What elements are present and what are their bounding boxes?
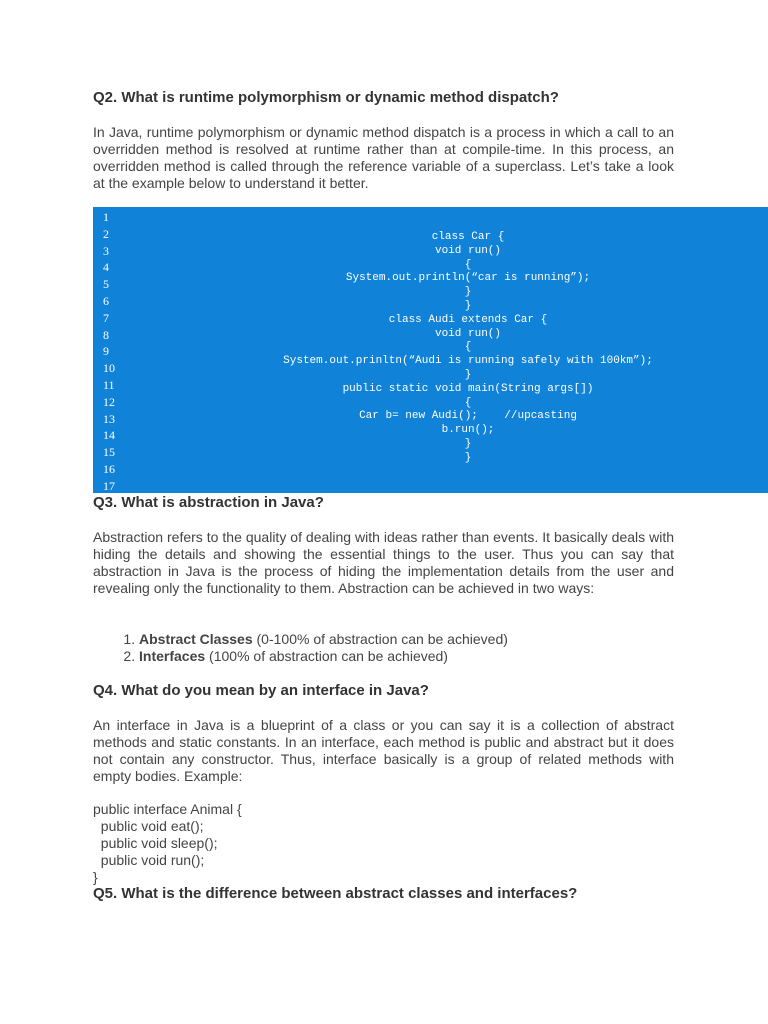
code-line: class Car {: [431, 231, 505, 243]
list-item-bold: Interfaces: [139, 648, 206, 664]
code-block: [93, 207, 768, 493]
line-number: 9: [103, 344, 109, 359]
code-line: void run(): [434, 244, 501, 257]
q5-heading: Q5. What is the difference between abstract classes and interfaces?: [93, 885, 578, 902]
q4-heading: Q4. What do you mean by an interface in Java?: [93, 682, 429, 699]
line-number: 10: [103, 361, 115, 376]
q2-paragraph: In Java, runtime polymorphism or dynamic method dispatch is a process in which a call to an overridden method is resolved at runtime rather than at compile-time. In this process, an overridden method is called through the reference variable of a superclass. Let’s take a look at the example below to understand it better.: [93, 124, 674, 191]
list-item-text: (0-100% of abstraction can be achieved): [252, 631, 508, 647]
code-line: {: [464, 396, 472, 409]
list-item-bold: Abstract Classes: [139, 631, 253, 647]
list-item: [139, 648, 508, 665]
code-line: }: [464, 286, 472, 299]
line-number: 4: [103, 260, 109, 275]
line-number: 13: [103, 411, 115, 426]
code-line: Car b= new Audi(); //upcasting: [359, 410, 577, 423]
q3-paragraph: Abstraction refers to the quality of dealing with ideas rather than events. It basically deals with hiding the details and showing the essential things to the user. Thus you can say that abstraction in Java is the process of hiding the implementation details from the user and revealing only the functionality to them. Abstraction can be achieved in two ways:: [93, 529, 674, 596]
code-line: System.out.println(“car is running”);: [345, 272, 591, 285]
code-line: {: [464, 341, 472, 354]
list-item: [139, 631, 508, 648]
q2-heading: Q2. What is runtime polymorphism or dynamic method dispatch?: [93, 89, 559, 106]
line-number: 1: [103, 210, 109, 224]
code-line: class Audi extends Car {: [388, 313, 548, 326]
line-number-gutter: [103, 209, 133, 495]
line-number: 7: [103, 310, 109, 325]
line-number: 14: [103, 428, 115, 443]
line-number: 17: [103, 478, 115, 493]
line-number: 6: [103, 293, 109, 308]
code-lines: [153, 231, 768, 466]
line-number: 8: [103, 327, 109, 342]
line-number: 2: [103, 226, 109, 241]
q3-heading: Q3. What is abstraction in Java?: [93, 494, 324, 511]
code-line: public static void main(String args[]): [342, 382, 594, 395]
line-number: 11: [103, 377, 115, 392]
line-number: 5: [103, 277, 109, 292]
code-line: System.out.prinltn(“Audi is running safely with 100km”);: [283, 355, 653, 368]
line-number: 16: [103, 461, 115, 476]
interface-example-code: public interface Animal { public void eat(); public void sleep(); public void run(); }: [93, 801, 242, 885]
q4-paragraph: An interface in Java is a blueprint of a class or you can say it is a collection of abstract methods and static constants. In an interface, each method is public and abstract but it does not contain any constructor. Thus, interface basically is a group of related methods with empty bodies. Example:: [93, 717, 674, 784]
code-line: }: [464, 299, 472, 312]
code-line: b.run();: [441, 424, 495, 437]
abstraction-list: [93, 631, 508, 665]
line-number: 3: [103, 243, 109, 258]
line-number: 15: [103, 445, 115, 460]
code-line: }: [464, 368, 472, 381]
code-line: }: [464, 451, 472, 464]
code-line: void run(): [434, 327, 501, 340]
code-line: }: [464, 437, 472, 450]
line-number: 12: [103, 394, 115, 409]
code-line: {: [464, 258, 472, 271]
list-item-text: (100% of abstraction can be achieved): [205, 648, 448, 664]
